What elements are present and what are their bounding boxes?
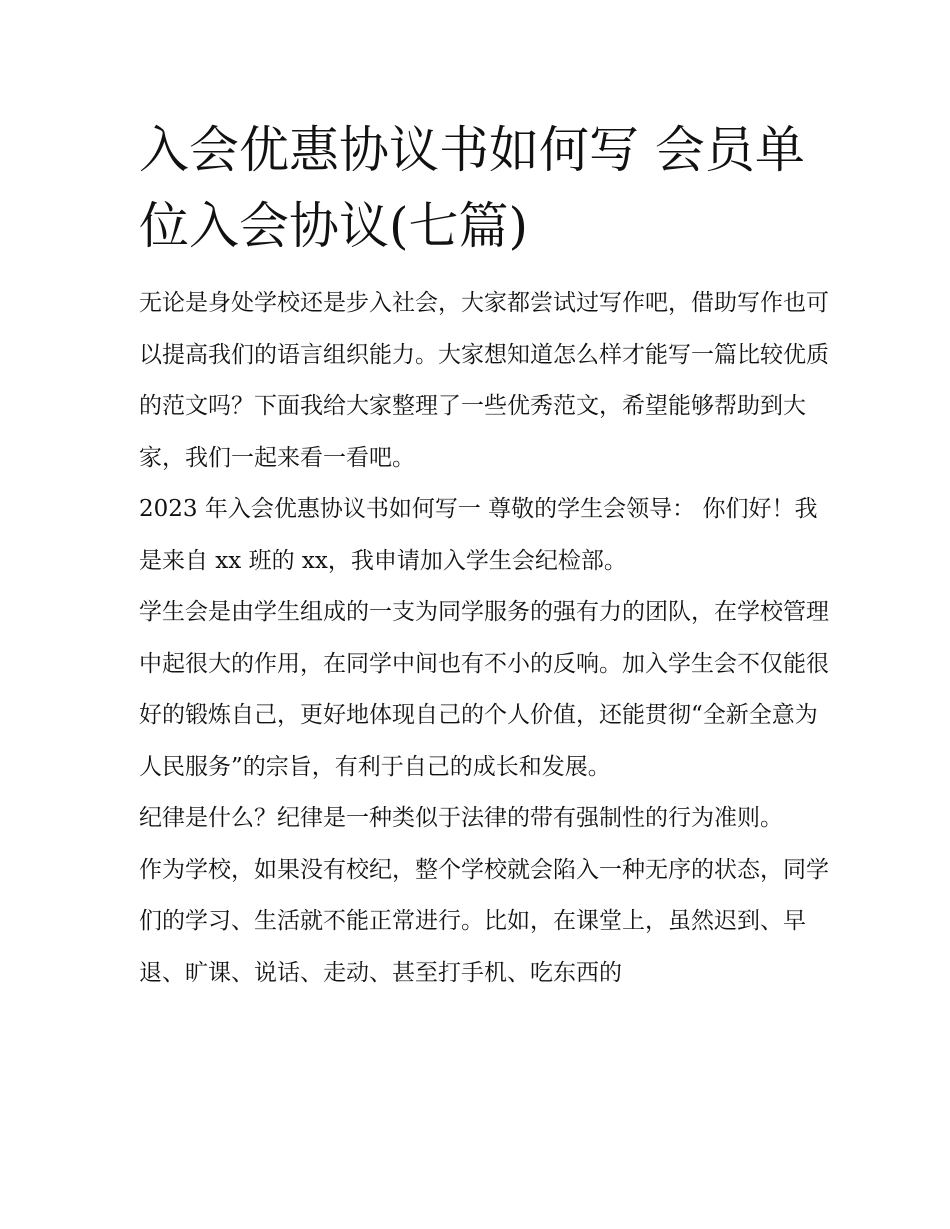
paragraph-school-rules: 作为学校，如果没有校纪，整个学校就会陷入一种无序的状态，同学们的学习、生活就不能正常进行。比如，在课堂上，虽然迟到、早退、旷课、说话、走动、甚至打手机、吃东西的 — [139, 856, 829, 986]
document-body — [139, 278, 829, 999]
paragraph-greeting: 2023 年入会优惠协议书如何写一 尊敬的学生会领导： 你们好！我是来自 xx 班的 xx，我申请加入学生会纪检部。 — [139, 496, 818, 574]
paragraph-student-union: 学生会是由学生组成的一支为同学服务的强有力的团队，在学校管理中起很大的作用，在同学中间也有不小的反响。加入学生会不仅能很好的锻炼自己，更好地体现自己的个人价值，还能贯彻“全新全意为人民服务”的宗旨，有利于自己的成长和发展。 — [139, 599, 829, 780]
paragraph-intro: 无论是身处学校还是步入社会，大家都尝试过写作吧，借助写作也可以提高我们的语言组织能力。大家想知道怎么样才能写一篇比较优质的范文吗？下面我给大家整理了一些优秀范文，希望能够帮助到大家，我们一起来看一看吧。 — [139, 290, 829, 471]
document-title: 入会优惠协议书如何写 会员单位入会协议(七篇) — [139, 121, 805, 255]
paragraph-discipline: 纪律是什么？纪律是一种类似于法律的带有强制性的行为准则。 — [139, 805, 783, 831]
